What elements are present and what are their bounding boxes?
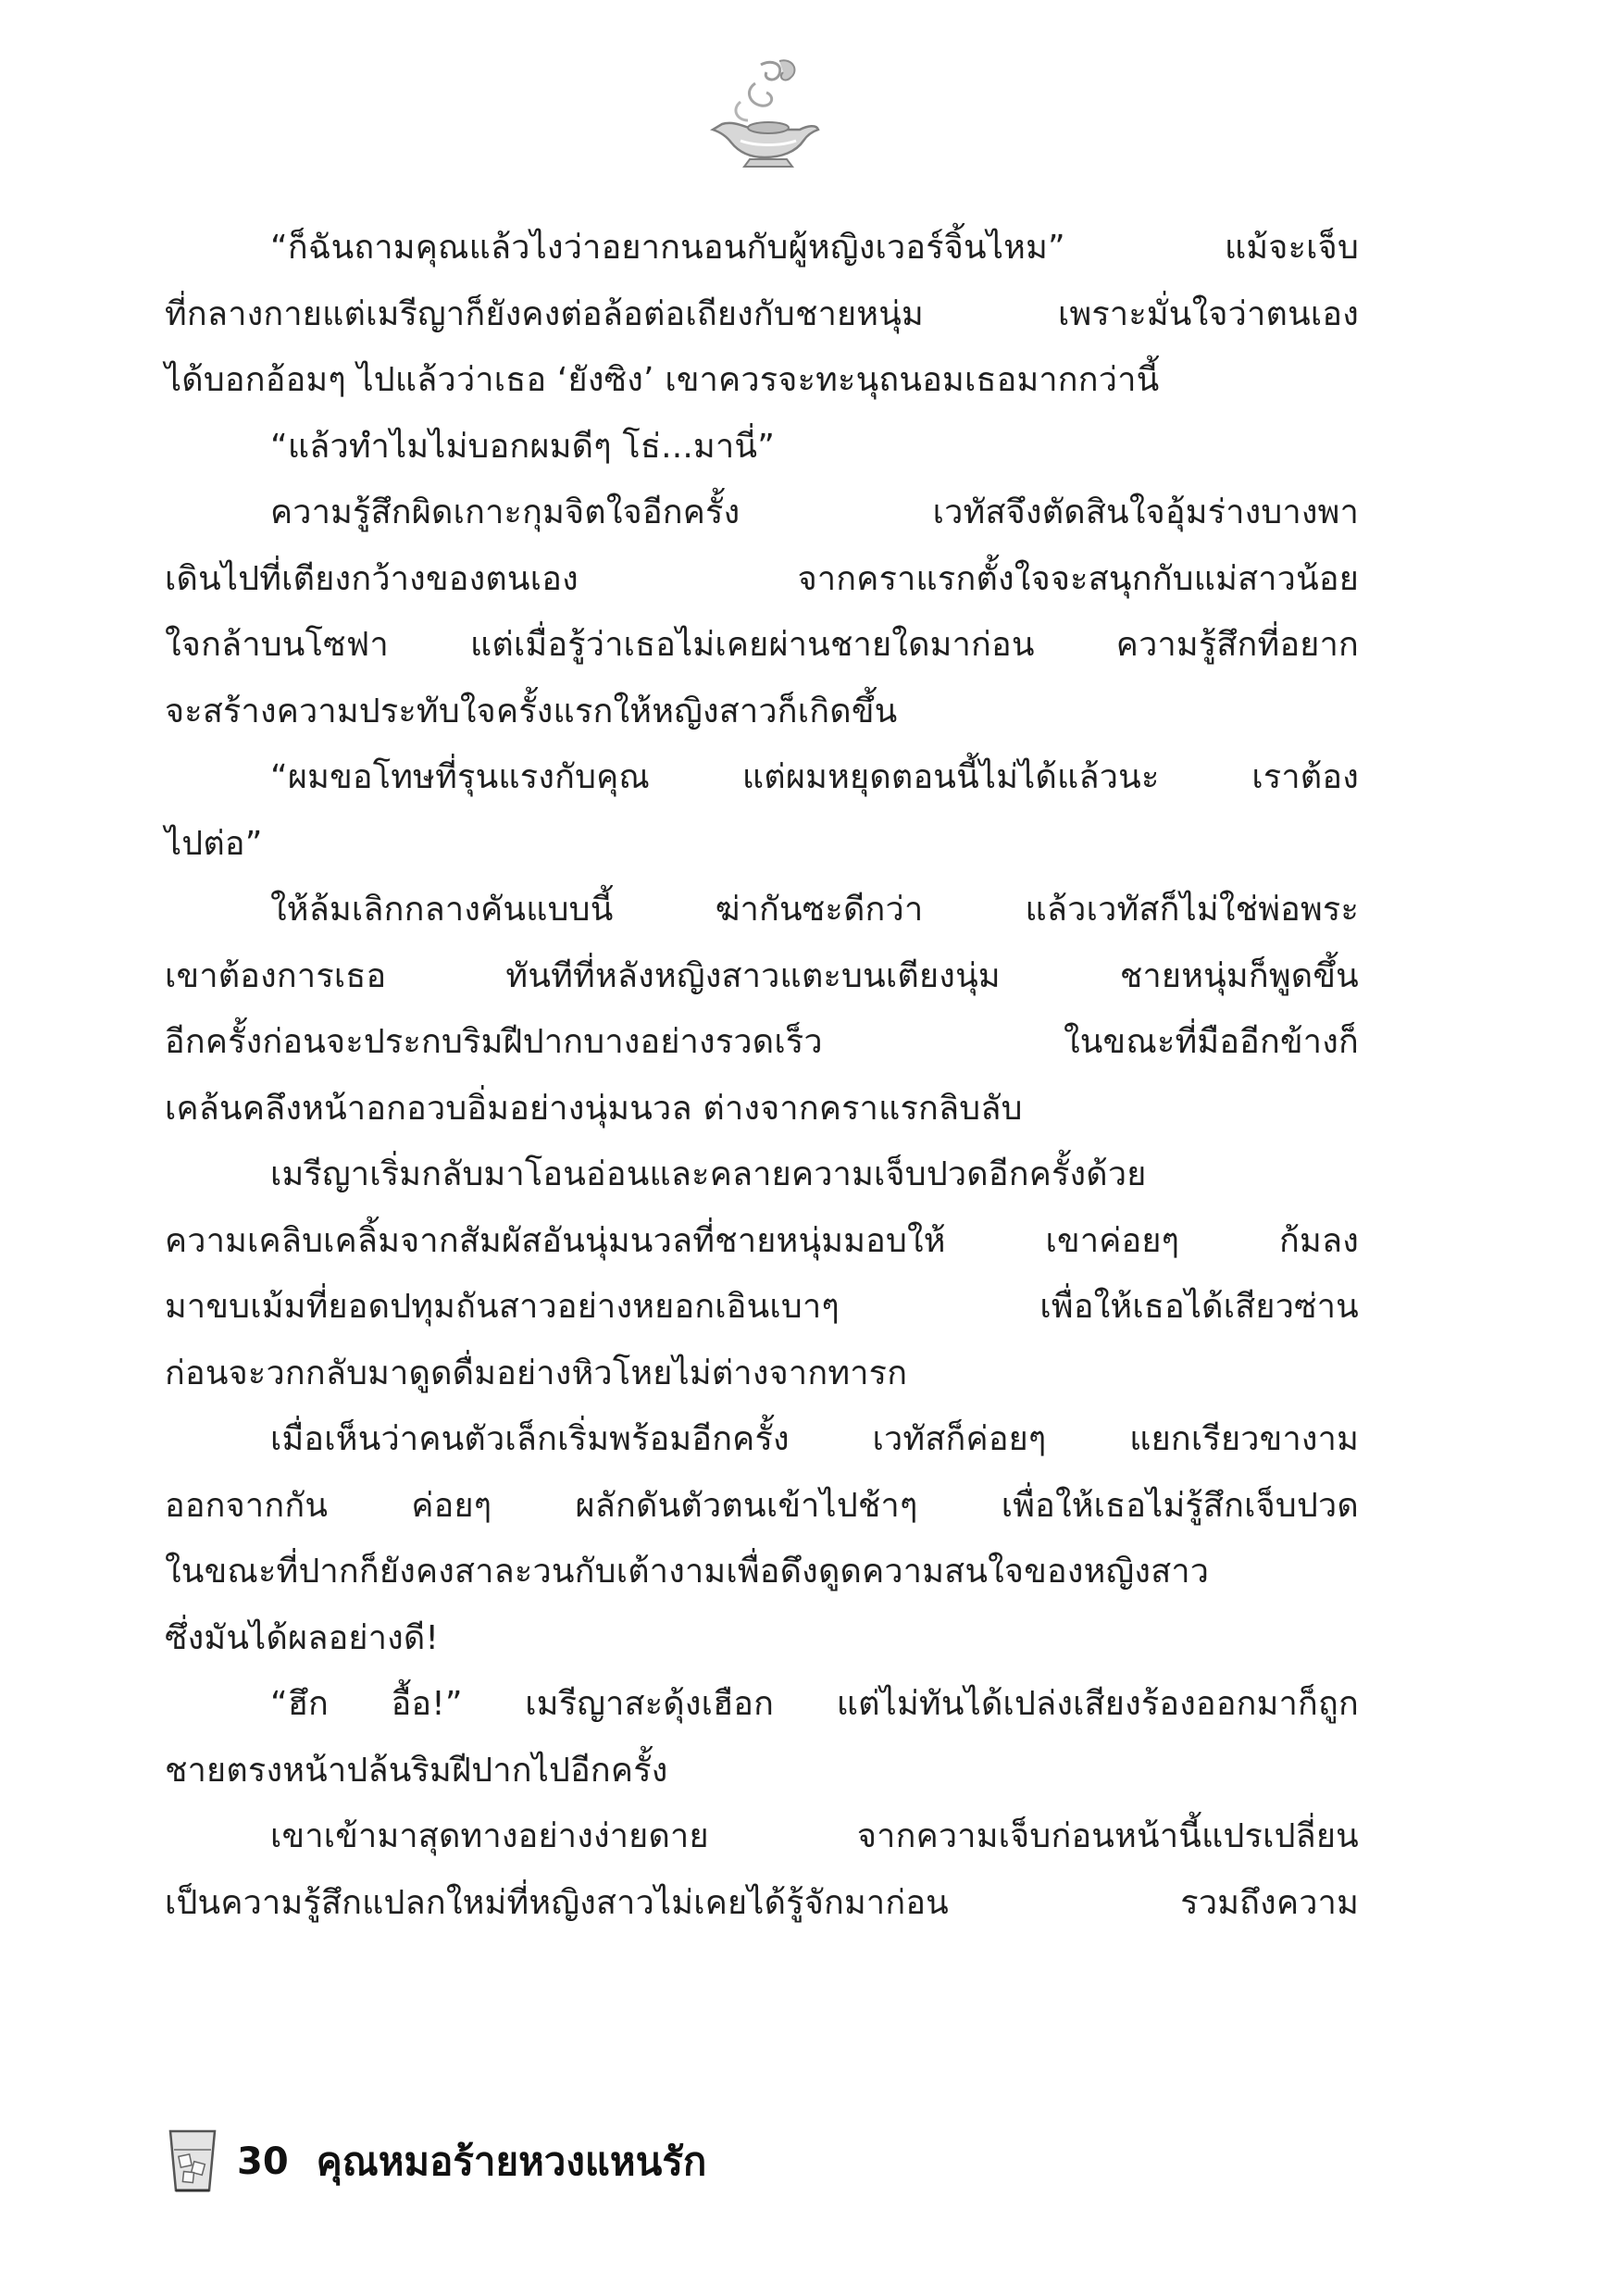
text-line: ชายตรงหน้าปล้นริมฝีปากไปอีกครั้ง [165,1751,668,1790]
magic-lamp-ornament-icon [703,56,824,176]
page-footer [165,2125,706,2199]
text-line: ความเคลิบเคลิ้มจากสัมผัสอันนุ่มนวลที่ชายหนุ่มมอบให้ เขาค่อยๆ ก้มลง [165,1221,1359,1260]
text-line: ก่อนจะวกกลับมาดูดดื่มอย่างหิวโหยไม่ต่างจากทารก [165,1354,908,1392]
text-line: เมื่อเห็นว่าคนตัวเล็กเริ่มพร้อมอีกครั้ง เวทัสก็ค่อยๆ แยกเรียวขางาม [270,1420,1359,1458]
glass-icon [165,2128,220,2196]
text-line: มาขบเม้มที่ยอดปทุมถันสาวอย่างหยอกเอินเบาๆ เพื่อให้เธอได้เสียวซ่าน [165,1288,1359,1326]
text-line: “ก็ฉันถามคุณแล้วไงว่าอยากนอนกับผู้หญิงเวอร์จิ้นไหม” แม้จะเจ็บ [270,229,1359,267]
text-line: ความรู้สึกผิดเกาะกุมจิตใจอีกครั้ง เวทัสจึงตัดสินใจอุ้มร่างบางพา [270,493,1359,531]
text-line: จะสร้างความประทับใจครั้งแรกให้หญิงสาวก็เกิดขึ้น [165,692,898,730]
text-line: ที่กลางกายแต่เมรีญาก็ยังคงต่อล้อต่อเถียงกับชายหนุ่ม เพราะมั่นใจว่าตนเอง [165,294,1359,333]
text-line: อีกครั้งก่อนจะประกบริมฝีปากบางอย่างรวดเร็ว ในขณะที่มืออีกข้างก็ [165,1023,1359,1061]
text-line: เมรีญาเริ่มกลับมาโอนอ่อนและคลายความเจ็บปวดอีกครั้งด้วย [270,1155,1147,1193]
book-title: คุณหมอร้ายหวงแหนรัก [316,2139,707,2184]
text-line: “ผมขอโทษที่รุนแรงกับคุณ แต่ผมหยุดตอนนี้ไม่ได้แล้วนะ เราต้อง [270,758,1359,796]
text-line: เดินไปที่เตียงกว้างของตนเอง จากคราแรกตั้งใจจะสนุกกับแม่สาวน้อย [165,559,1359,598]
text-line: ซึ่งมันได้ผลอย่างดี! [165,1618,440,1657]
text-line: “ฮึก อื้อ!” เมรีญาสะดุ้งเฮือก แต่ไม่ทันได้เปล่งเสียงร้องออกมาก็ถูก [270,1685,1359,1723]
text-line: เขาต้องการเธอ ทันทีที่หลังหญิงสาวแตะบนเตียงนุ่ม ชายหนุ่มก็พูดขึ้น [165,956,1359,995]
text-line: ได้บอกอ้อมๆ ไปแล้วว่าเธอ ‘ยังซิง’ เขาควรจะทะนุถนอมเธอมากกว่านี้ [165,361,1160,399]
story-text [165,215,1359,1936]
text-line: “แล้วทำไมไม่บอกผมดีๆ โธ่...มานี่” [270,427,776,466]
text-line: เคล้นคลึงหน้าอกอวบอิ่มอย่างนุ่มนวล ต่างจากคราแรกลิบลับ [165,1089,1023,1128]
text-line: ใจกล้าบนโซฟา แต่เมื่อรู้ว่าเธอไม่เคยผ่านชายใดมาก่อน ความรู้สึกที่อยาก [165,626,1359,664]
text-line: ในขณะที่ปากก็ยังคงสาละวนกับเต้างามเพื่อดึงดูดความสนใจของหญิงสาว [165,1553,1210,1591]
text-line: ออกจากกัน ค่อยๆ ผลักดันตัวตนเข้าไปช้าๆ เพื่อให้เธอไม่รู้สึกเจ็บปวด [165,1486,1359,1525]
text-line: ไปต่อ” [165,824,263,863]
text-line: เป็นความรู้สึกแปลกใหม่ที่หญิงสาวไม่เคยได้รู้จักมาก่อน รวมถึงความ [165,1883,1359,1922]
text-line: เขาเข้ามาสุดทางอย่างง่ายดาย จากความเจ็บก่อนหน้านี้แปรเปลี่ยน [270,1817,1359,1855]
page-number: 30 [237,2140,289,2183]
text-line: ให้ล้มเลิกกลางคันแบบนี้ ฆ่ากันซะดีกว่า แล้วเวทัสก็ไม่ใช่พ่อพระ [270,891,1359,929]
